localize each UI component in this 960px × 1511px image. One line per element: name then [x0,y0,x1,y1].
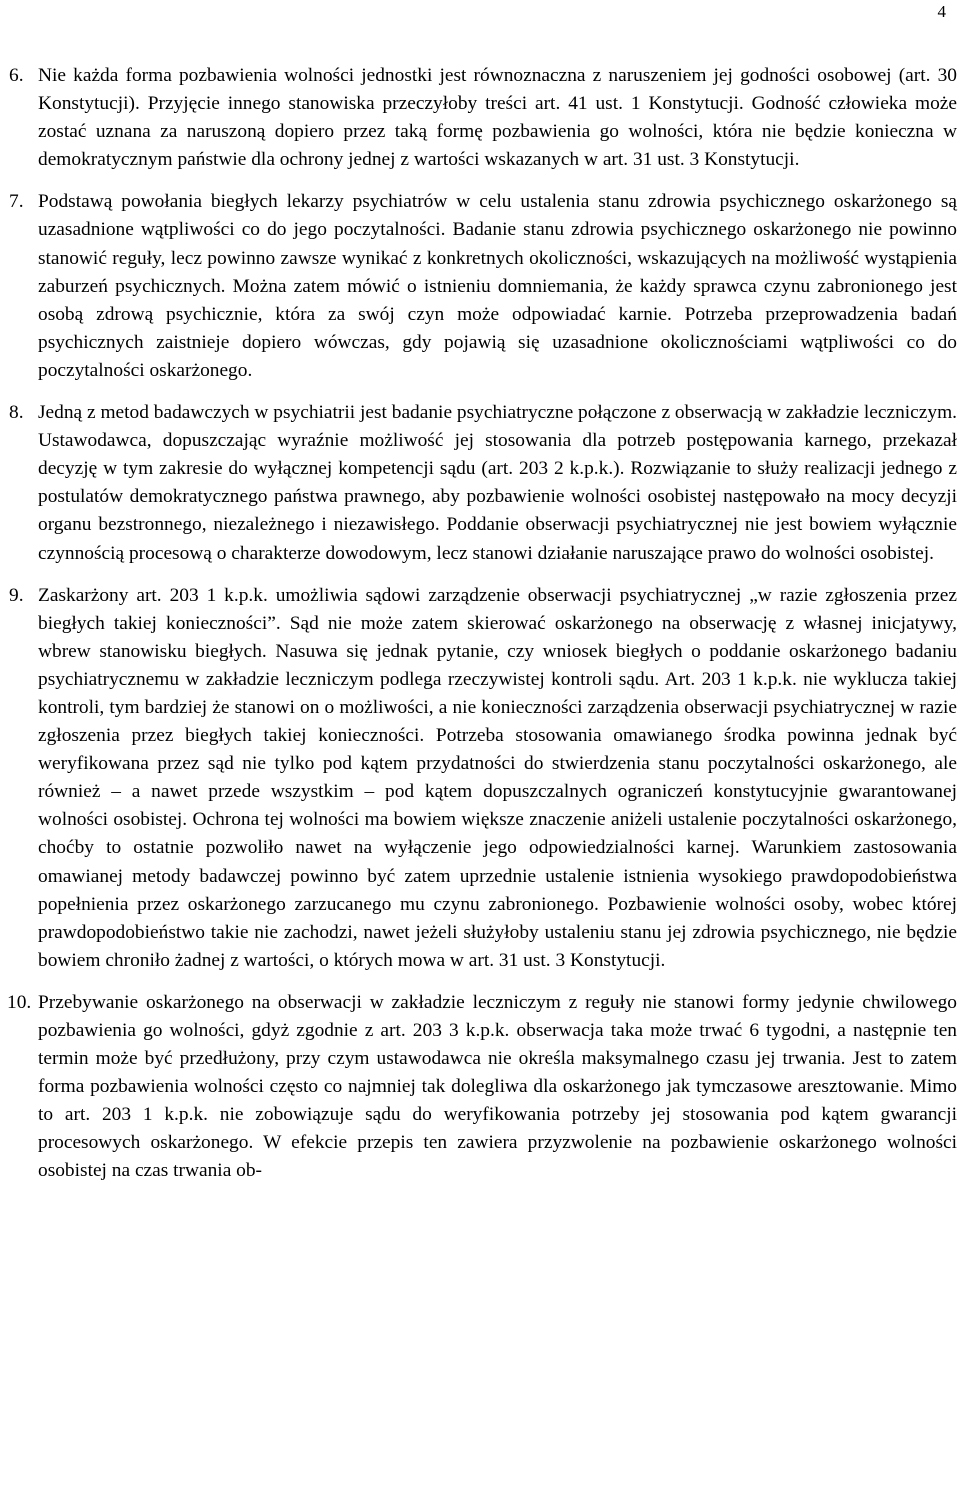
paragraph-number: 9. [9,584,24,606]
paragraph-10 [9,989,957,1186]
paragraph-8 [9,399,957,568]
paragraph-text: Przebywanie oskarżonego na obserwacji w zakładzie leczniczym z reguły nie stanowi formy jedynie chwilowego pozbawienia go wolności, gdyż zgodnie z art. 203 3 k.p.k. obserwacja taka może trwać 6 tygodni, a następnie ten termin może być przedłużony, przy czym ustawodawca nie określa maksymalnego czasu jej trwania. Jest to zatem forma pozbawienia wolności często co najmniej tak dolegliwa dla oskarżonego jak tymczasowe aresztowanie. Mimo to art. 203 1 k.p.k. nie zobowiązuje sądu do weryfikowania potrzeby jej stosowania pod kątem gwarancji procesowych oskarżonego. W efekcie przepis ten zawiera przyzwolenie na pozbawienie oskarżonego wolności osobistej na czas trwania ob- [38,991,957,1182]
paragraph-number: 8. [9,402,24,424]
paragraph-text: Nie każda forma pozbawienia wolności jednostki jest równoznaczna z naruszeniem jej godności osobowej (art. 30 Konstytucji). Przyjęcie innego stanowiska przeczyłoby treści art. 41 ust. 1 Konstytucji. Godność człowieka może zostać uznana za naruszoną dopiero przez taką formę pozbawienia go wolności, która nie będzie konieczna w demokratycznym państwie dla ochrony jednej z wartości wskazanych w art. 31 ust. 3 Konstytucji. [38,65,957,171]
paragraph-number: 6. [9,65,24,86]
paragraph-text: Zaskarżony art. 203 1 k.p.k. umożliwia sądowi zarządzenie obserwacji psychiatrycznej „w razie zgłoszenia przez biegłych takiej konieczności”. Sąd nie może zatem skierować oskarżonego na obserwację z własnej inicjatywy, wbrew stanowisku biegłych. Nasuwa się jednak pytanie, czy wniosek biegłych o poddanie oskarżonego badaniu psychiatrycznemu w zakładzie leczniczym podlega rzeczywistej kontroli sądu. Art. 203 1 k.p.k. nie wyklucza takiej kontroli, tym bardziej że stanowi on o możliwości, a nie konieczności zarządzenia obserwacji psychiatrycznej w razie zgłoszenia przez biegłych takiej konieczności. Potrzeba stosowania omawianego środka powinna jednak być weryfikowana przez sąd nie tylko pod kątem przydatności do stwierdzenia stanu poczytalności oskarżonego, ale również – a nawet przede wszystkim – pod kątem dopuszczalnych ograniczeń konstytucyjnie gwarantowanej wolności osobistej. Ochrona tej wolności ma bowiem większe znaczenie aniżeli ustalenie poczytalności oskarżonego, choćby to ostatnie pozwoliło nawet na wyłączenie jego odpowiedzialności karnej. Warunkiem zastosowania omawianej metody badawczej powinno być zatem uprzednie ustalenie istnienia wysokiego prawdopodobieństwa popełnienia przez oskarżonego zarzucanego mu czynu zabronionego. Pozbawienie wolności osoby, wobec której prawdopodobieństwo takie nie zachodzi, nawet jeżeli służyłoby ustaleniu stanu jej zdrowia psychicznego, nie będzie bowiem chroniło żadnej z wartości, o których mowa w art. 31 ust. 3 Konstytucji. [38,584,957,971]
paragraph-6 [9,62,957,174]
paragraph-9 [9,582,957,975]
paragraph-7 [9,188,957,385]
page-number: 4 [937,2,946,21]
document-body [9,62,957,1200]
paragraph-text: Podstawą powołania biegłych lekarzy psychiatrów w celu ustalenia stanu zdrowia psychicznego oskarżonego są uzasadnione wątpliwości co do jego poczytalności. Badanie stanu zdrowia psychicznego oskarżonego nie powinno stanowić reguły, lecz powinno zawsze wynikać z konkretnych okoliczności, wskazujących na możliwość wystąpienia zaburzeń psychicznych. Można zatem mówić o istnieniu domniemania, że każdy sprawca czynu zabronionego jest osobą zdrową psychicznie, która za swój czyn może odpowiadać karnie. Potrzeba przeprowadzenia badań psychicznych zaistnieje dopiero wówczas, gdy pojawią się uzasadnione okolicznościami wątpliwości co do poczytalności oskarżonego. [38,191,957,381]
paragraph-number: 10. [7,991,32,1013]
paragraph-text: Jedną z metod badawczych w psychiatrii jest badanie psychiatryczne połączone z obserwacją w zakładzie leczniczym. Ustawodawca, dopuszczając wyraźnie możliwość jej stosowania dla potrzeb postępowania karnego, przekazał decyzję w tym zakresie do wyłącznej kompetencji sądu (art. 203 2 k.p.k.). Rozwiązanie to służy realizacji jednego z postulatów demokratycznego państwa prawnego, aby pozbawienie wolności osobistej następowało na mocy decyzji organu bezstronnego, niezależnego i niezawisłego. Poddanie obserwacji psychiatrycznej nie jest bowiem wyłącznie czynnością procesową o charakterze dowodowym, lecz stanowi działanie naruszające prawo do wolności osobistej. [38,402,958,564]
paragraph-number: 7. [9,191,24,213]
